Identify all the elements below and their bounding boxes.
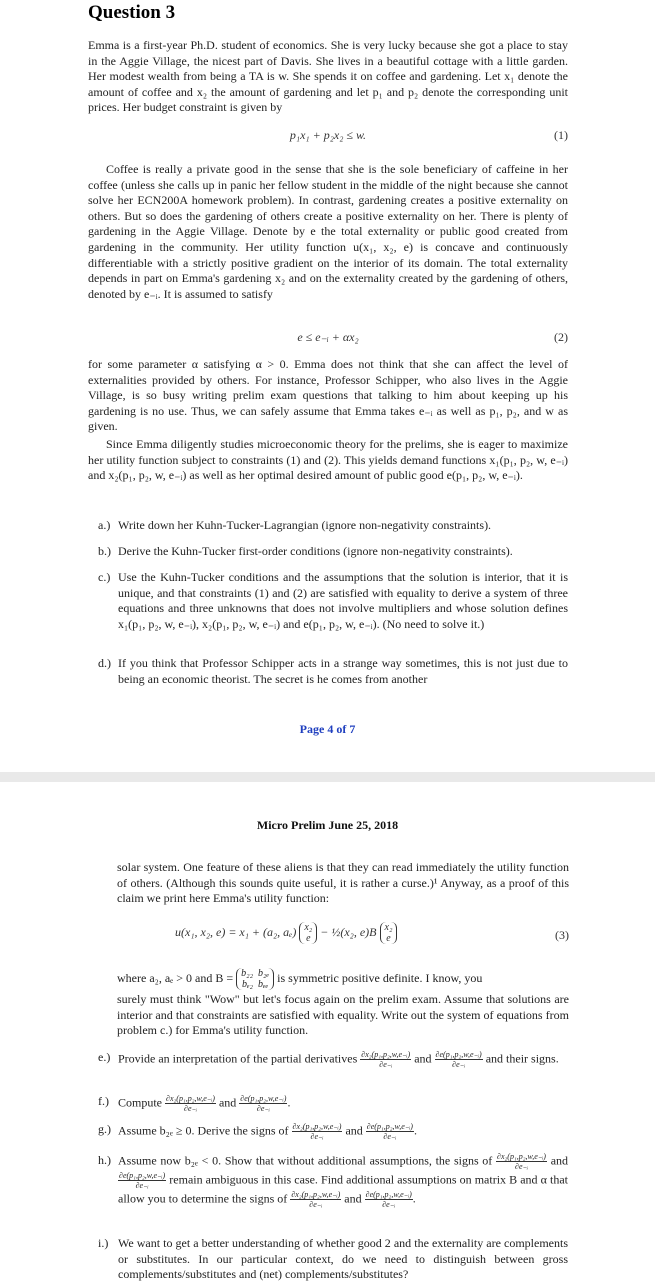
vector-top-2: x₂ — [384, 922, 393, 933]
equation-2-body: e ≤ e₋ᵢ + αx₂ — [297, 330, 359, 344]
where-pre: where a₂, aₑ > 0 and B = — [117, 970, 234, 985]
vector-bottom-1: e — [306, 933, 311, 944]
item-d-label: d.) — [98, 656, 111, 670]
item-d — [98, 656, 568, 687]
page-number: Page 4 of 7 — [299, 722, 356, 736]
equation-2-number: (2) — [554, 330, 568, 344]
item-b-label: b.) — [98, 544, 111, 558]
item-g-label: g.) — [98, 1122, 111, 1136]
b2e: b₂ₑ — [258, 968, 270, 979]
equation-3-lhs: u(x₁, x₂, e) = x₁ + (a₂, aₑ) — [175, 924, 297, 939]
item-e — [98, 1050, 568, 1069]
item-f-label: f.) — [98, 1094, 109, 1108]
question-title: Question 3 — [88, 2, 176, 23]
page-separator — [0, 772, 655, 782]
equation-2 — [88, 330, 568, 345]
equation-3-middle: − ½(x₂, e)B — [320, 924, 377, 939]
equation-1-body: p₁x₁ + p₂x₂ ≤ w. — [289, 128, 367, 142]
item-i-text: We want to get a better understanding of whether good 2 and the externality are complements or substitutes. In our particular context, do we need to distinguish between gross complements/substitutes and (net) complements/substitutes? — [118, 1236, 568, 1282]
item-f-pre: Compute — [118, 1095, 162, 1110]
item-g-and: and — [345, 1123, 363, 1138]
continuation-paragraph: solar system. One feature of these aliens is that they can read immediately the utility function of others. (Although this sounds quite useful, it is rather a curse.)¹ Anyway, as a proof of this claim we print here Emma's utility function: — [117, 860, 569, 906]
bee: bₑₑ — [258, 979, 269, 990]
item-a-label: a.) — [98, 518, 111, 532]
b22: b₂₂ — [241, 968, 254, 979]
item-c-text: Use the Kuhn-Tucker conditions and the assumptions that the solution is interior, that it is unique, and that constraints (1) and (2) are satisfied with equality to derive a system of three equations and three unknowns that does not involve multipliers and whose solution defines x₁(p₁, p₂, w, e₋ᵢ), x₂(p₁, p₂, w, e₋ᵢ) and e(p₁, p₂, w, e₋ᵢ). (No need to solve it.) — [118, 570, 568, 631]
item-h-pre: Assume now b₂ₑ < 0. Show that without additional assumptions, the signs of — [118, 1153, 493, 1168]
item-c-label: c.) — [98, 570, 111, 584]
frac-dx2: $\frac{\text{∂x₂(p₁,p₂,w,e₋ᵢ)}}{\text{∂e₋ᵢ}}$ — [292, 1122, 342, 1141]
frac-dx2: $\frac{\text{∂x₂(p₁,p₂,w,e₋ᵢ)}}{\text{∂e₋ᵢ}}$ — [291, 1190, 341, 1209]
frac-de: $\frac{\text{∂e(p₁,p₂,w,e₋ᵢ)}}{\text{∂e₋ᵢ}}$ — [365, 1190, 412, 1209]
item-b-text: Derive the Kuhn-Tucker first-order conditions (ignore non-negativity constraints). — [118, 544, 513, 558]
equation-1 — [88, 128, 568, 143]
item-i — [98, 1236, 568, 1283]
item-e-pre: Provide an interpretation of the partial derivatives — [118, 1051, 358, 1066]
frac-de: $\frac{\text{∂e(p₁,p₂,w,e₋ᵢ)}}{\text{∂e₋ᵢ}}$ — [119, 1171, 166, 1190]
item-a-text: Write down her Kuhn-Tucker-Lagrangian (ignore non-negativity constraints). — [118, 518, 492, 532]
item-c — [98, 570, 568, 632]
frac-de: $\frac{\text{∂e(p₁,p₂,w,e₋ᵢ)}}{\text{∂e₋ᵢ}}$ — [435, 1050, 482, 1069]
equation-3 — [117, 922, 569, 944]
page-header: Micro Prelim June 25, 2018 — [256, 818, 399, 832]
page-5 — [0, 782, 655, 1280]
equation-1-number: (1) — [554, 128, 568, 142]
where-post: is symmetric positive definite. I know, you — [277, 970, 483, 985]
frac-dx2: $\frac{\text{∂x₂(p₁,p₂,w,e₋ᵢ)}}{\text{∂e₋ᵢ}}$ — [497, 1152, 546, 1171]
item-g-post: . — [413, 1123, 417, 1138]
externality-paragraph: Coffee is really a private good in the sense that she is the sole beneficiary of caffeine in her coffee (unless she calls up in panic her fellow student in the middle of the night because she cannot solve her ECN200A homework problem). In contrast, gardening creates a positive externality on others. But so does the gardening of others create a positive externality on her. There is plenty of gardening in the Aggie Village. Denote by e the total externality or public good created from gardening in the community. Her utility function u(x₁, x₂, e) is concave and continuously differentiable with a strictly positive gradient on the interior of its domain. The total externality depends in part on Emma's gardening x₂ and on the externality created by the gardening of others, denoted by e₋ᵢ. It is assumed to satisfy — [88, 162, 568, 301]
item-e-post: and their signs. — [485, 1051, 559, 1066]
vector-x2-e-1 — [299, 922, 317, 944]
demand-paragraph: Since Emma diligently studies microeconomic theory for the prelims, she is eager to maximize her utility function subject to constraints (1) and (2). This yields demand functions x₁(p₁, p₂, w, e₋ᵢ) and x₂(p₁, p₂, w, e₋ᵢ) as well as her optimal desired amount of public good e(p₁, p₂, w, e₋ᵢ). — [88, 437, 568, 483]
system-paragraph: surely must think "Wow" but let's focus again on the prelim exam. Assume that solutions are interior and that constraints are satisfied with equality. Write out the system of equations from problem c.) for Emma's utility function. — [117, 992, 569, 1038]
equation-3-number: (3) — [555, 928, 569, 942]
vector-x2-e-2 — [380, 922, 398, 944]
item-h-post: . — [412, 1191, 416, 1206]
item-a — [98, 518, 568, 534]
item-h-label: h.) — [98, 1153, 111, 1167]
item-f-post: . — [287, 1095, 291, 1110]
vector-bottom-2: e — [386, 933, 391, 944]
item-g — [98, 1122, 568, 1141]
item-h-and: and — [550, 1153, 569, 1168]
item-h — [98, 1152, 568, 1209]
item-f — [98, 1094, 568, 1113]
frac-de: $\frac{\text{∂e(p₁,p₂,w,e₋ᵢ)}}{\text{∂e₋ᵢ}}$ — [240, 1094, 287, 1113]
item-h-and2: and — [344, 1191, 362, 1206]
item-f-and: and — [218, 1095, 237, 1110]
matrix-b — [236, 968, 274, 990]
frac-dx2: $\frac{\text{∂x₂(p₁,p₂,w,e₋ᵢ)}}{\text{∂e₋ᵢ}}$ — [166, 1094, 215, 1113]
item-h-mid: remain ambiguous in this case. Find additional assumptions on matrix B and α that allow you to determine the signs of — [118, 1172, 568, 1206]
be2: bₑ₂ — [241, 979, 254, 990]
item-g-pre: Assume b₂ₑ ≥ 0. Derive the signs of — [118, 1123, 289, 1138]
item-d-text: If you think that Professor Schipper acts in a strange way sometimes, this is not just due to being an economic theorist. The secret is he comes from another — [118, 656, 568, 686]
matrix-definition-line — [117, 968, 569, 990]
parameter-paragraph: for some parameter α satisfying α > 0. Emma does not think that she can affect the level of externalities provided by others. For instance, Professor Schipper, who also lives in the Aggie Village, is so busy writing prelim exam questions that talking to him about keeping up his gardening is no use. Thus, we can safely assume that Emma takes e₋ᵢ as well as p₁, p₂, and w as given. — [88, 357, 568, 434]
item-e-and: and — [414, 1051, 432, 1066]
item-e-label: e.) — [98, 1050, 111, 1064]
intro-paragraph: Emma is a first-year Ph.D. student of economics. She is very lucky because she got a place to stay in the Aggie Village, the nicest part of Davis. She lives in a beautiful cottage with a little garden. Her modest wealth from being a TA is w. She spends it on coffee and gardening. Let x₁ denote the amount of coffee and x₂ the amount of gardening and let p₁ and p₂ denote the corresponding unit prices. Her budget constraint is given by — [88, 38, 568, 115]
vector-top-1: x₂ — [304, 922, 313, 933]
item-i-label: i.) — [98, 1236, 109, 1250]
frac-de: $\frac{\text{∂e(p₁,p₂,w,e₋ᵢ)}}{\text{∂e₋ᵢ}}$ — [366, 1122, 413, 1141]
frac-dx2: $\frac{\text{∂x₂(p₁,p₂,w,e₋ᵢ)}}{\text{∂e₋ᵢ}}$ — [361, 1050, 411, 1069]
item-b — [98, 544, 568, 560]
